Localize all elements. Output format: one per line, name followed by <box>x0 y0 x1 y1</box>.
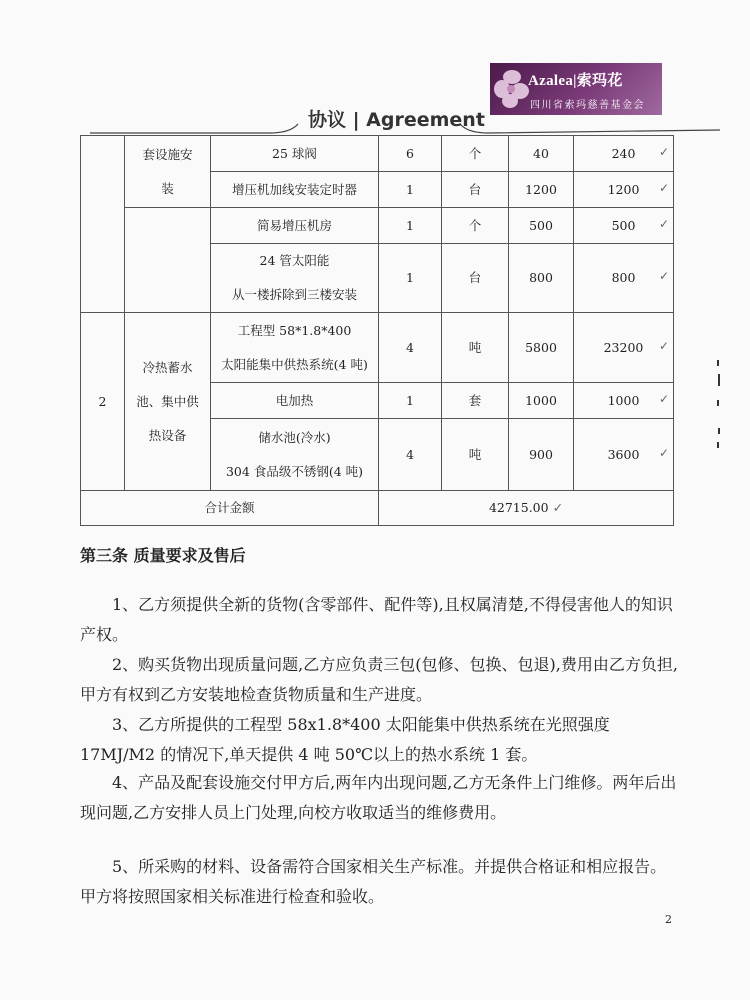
item-unit: 个 <box>442 136 509 172</box>
item-qty: 1 <box>379 244 442 313</box>
logo-org-name: 四川省索玛慈善基金会 <box>530 100 645 111</box>
item-price: 5800 <box>509 313 574 383</box>
check-mark-icon: ✓ <box>658 269 669 283</box>
check-mark-icon: ✓ <box>658 445 669 460</box>
item-amount: 240 <box>611 145 636 161</box>
item-qty: 1 <box>379 208 442 244</box>
total-value: 42715.00 <box>488 500 549 515</box>
table-row <box>81 313 674 383</box>
item-qty: 1 <box>379 172 442 208</box>
table-row <box>81 136 674 172</box>
table-total-row <box>81 491 674 526</box>
items-table <box>80 135 674 526</box>
clause-paragraph: 2、购买货物出现质量问题,乙方应负责三包(包修、包换、包退),费用由乙方负担,甲方有权到乙方安装地检查货物质量和生产进度。 <box>80 655 678 704</box>
logo-brand: Azalea|索玛花 <box>528 73 623 89</box>
item-name-line: 24 管太阳能 <box>259 253 330 268</box>
check-mark-icon: ✓ <box>658 216 669 231</box>
item-amount: 23200 <box>603 339 644 355</box>
item-unit: 个 <box>442 208 509 244</box>
item-name-line: 储水池(冷水) <box>258 429 331 445</box>
amount-cell <box>574 172 674 208</box>
total-value-cell <box>379 491 674 526</box>
item-qty: 4 <box>379 419 442 491</box>
item-unit: 台 <box>442 172 509 208</box>
category-label: 装 <box>161 180 174 196</box>
clause-paragraph: 5、所采购的材料、设备需符合国家相关生产标准。并提供合格证和相应报告。甲方将按照国家相关标准进行检查和验收。 <box>80 857 667 906</box>
item-name <box>211 313 379 383</box>
item-price: 1200 <box>509 172 574 208</box>
item-price: 1000 <box>509 383 574 419</box>
amount-cell <box>574 208 674 244</box>
category-cell-empty <box>125 208 211 313</box>
amount-cell <box>574 313 674 383</box>
item-amount: 500 <box>611 217 636 233</box>
page-number: 2 <box>665 913 672 926</box>
item-price: 800 <box>509 244 574 313</box>
amount-cell <box>574 136 674 172</box>
category-label: 池、集中供 <box>136 393 199 409</box>
page-title: 协议 | Agreement <box>308 109 485 131</box>
category-cell <box>125 136 211 208</box>
item-name <box>211 419 379 491</box>
clause-paragraph: 4、产品及配套设施交付甲方后,两年内出现问题,乙方无条件上门维修。两年后出现问题,乙方安排人员上门处理,向校方收取适当的维修费用。 <box>80 773 677 822</box>
check-mark-icon: ✓ <box>658 338 669 353</box>
item-qty: 4 <box>379 313 442 383</box>
item-unit: 吨 <box>442 313 509 383</box>
table-row <box>81 208 674 244</box>
item-amount: 800 <box>611 270 636 285</box>
item-name <box>211 244 379 313</box>
item-price: 500 <box>509 208 574 244</box>
item-name-line: 304 食品级不锈钢(4 吨) <box>225 463 363 479</box>
item-price: 40 <box>509 136 574 172</box>
row-number-cell <box>81 136 125 313</box>
total-label: 合计金额 <box>81 491 379 526</box>
item-price: 900 <box>509 419 574 491</box>
clause-paragraph: 1、乙方须提供全新的货物(含零部件、配件等),且权属清楚,不得侵害他人的知识产权。 <box>80 595 673 644</box>
item-qty: 1 <box>379 383 442 419</box>
item-qty: 6 <box>379 136 442 172</box>
item-name-line: 从一楼拆除到三楼安装 <box>231 287 357 302</box>
category-label: 热设备 <box>148 427 187 443</box>
category-label: 套设施安 <box>142 146 193 162</box>
item-name-line: 工程型 58*1.8*400 <box>237 322 352 338</box>
item-name: 电加热 <box>211 383 379 419</box>
section-title: 第三条 质量要求及售后 <box>80 546 246 565</box>
item-name-line: 太阳能集中供热系统(4 吨) <box>221 356 368 372</box>
check-mark-icon: ✓ <box>658 180 669 195</box>
clause-paragraph: 3、乙方所提供的工程型 58x1.8*400 太阳能集中供热系统在光照强度 17MJ/M2 的情况下,单天提供 4 吨 50℃以上的热水系统 1 套。 <box>80 715 610 764</box>
category-cell <box>125 313 211 491</box>
item-amount: 1200 <box>607 181 640 197</box>
check-mark-icon: ✓ <box>658 144 669 159</box>
item-unit: 台 <box>442 244 509 313</box>
row-number: 2 <box>81 313 125 491</box>
item-name: 增压机加线安装定时器 <box>211 172 379 208</box>
amount-cell <box>574 383 674 419</box>
amount-cell <box>574 419 674 491</box>
check-mark-icon: ✓ <box>658 391 669 406</box>
item-name: 简易增压机房 <box>211 208 379 244</box>
amount-cell <box>574 244 674 313</box>
item-unit: 吨 <box>442 419 509 491</box>
item-name: 25 球阀 <box>211 136 379 172</box>
check-mark-icon: ✓ <box>552 500 564 515</box>
category-label: 冷热蓄水 <box>142 359 193 375</box>
item-amount: 1000 <box>607 392 640 408</box>
binding-marks <box>712 360 726 450</box>
item-amount: 3600 <box>607 446 640 462</box>
item-unit: 套 <box>442 383 509 419</box>
